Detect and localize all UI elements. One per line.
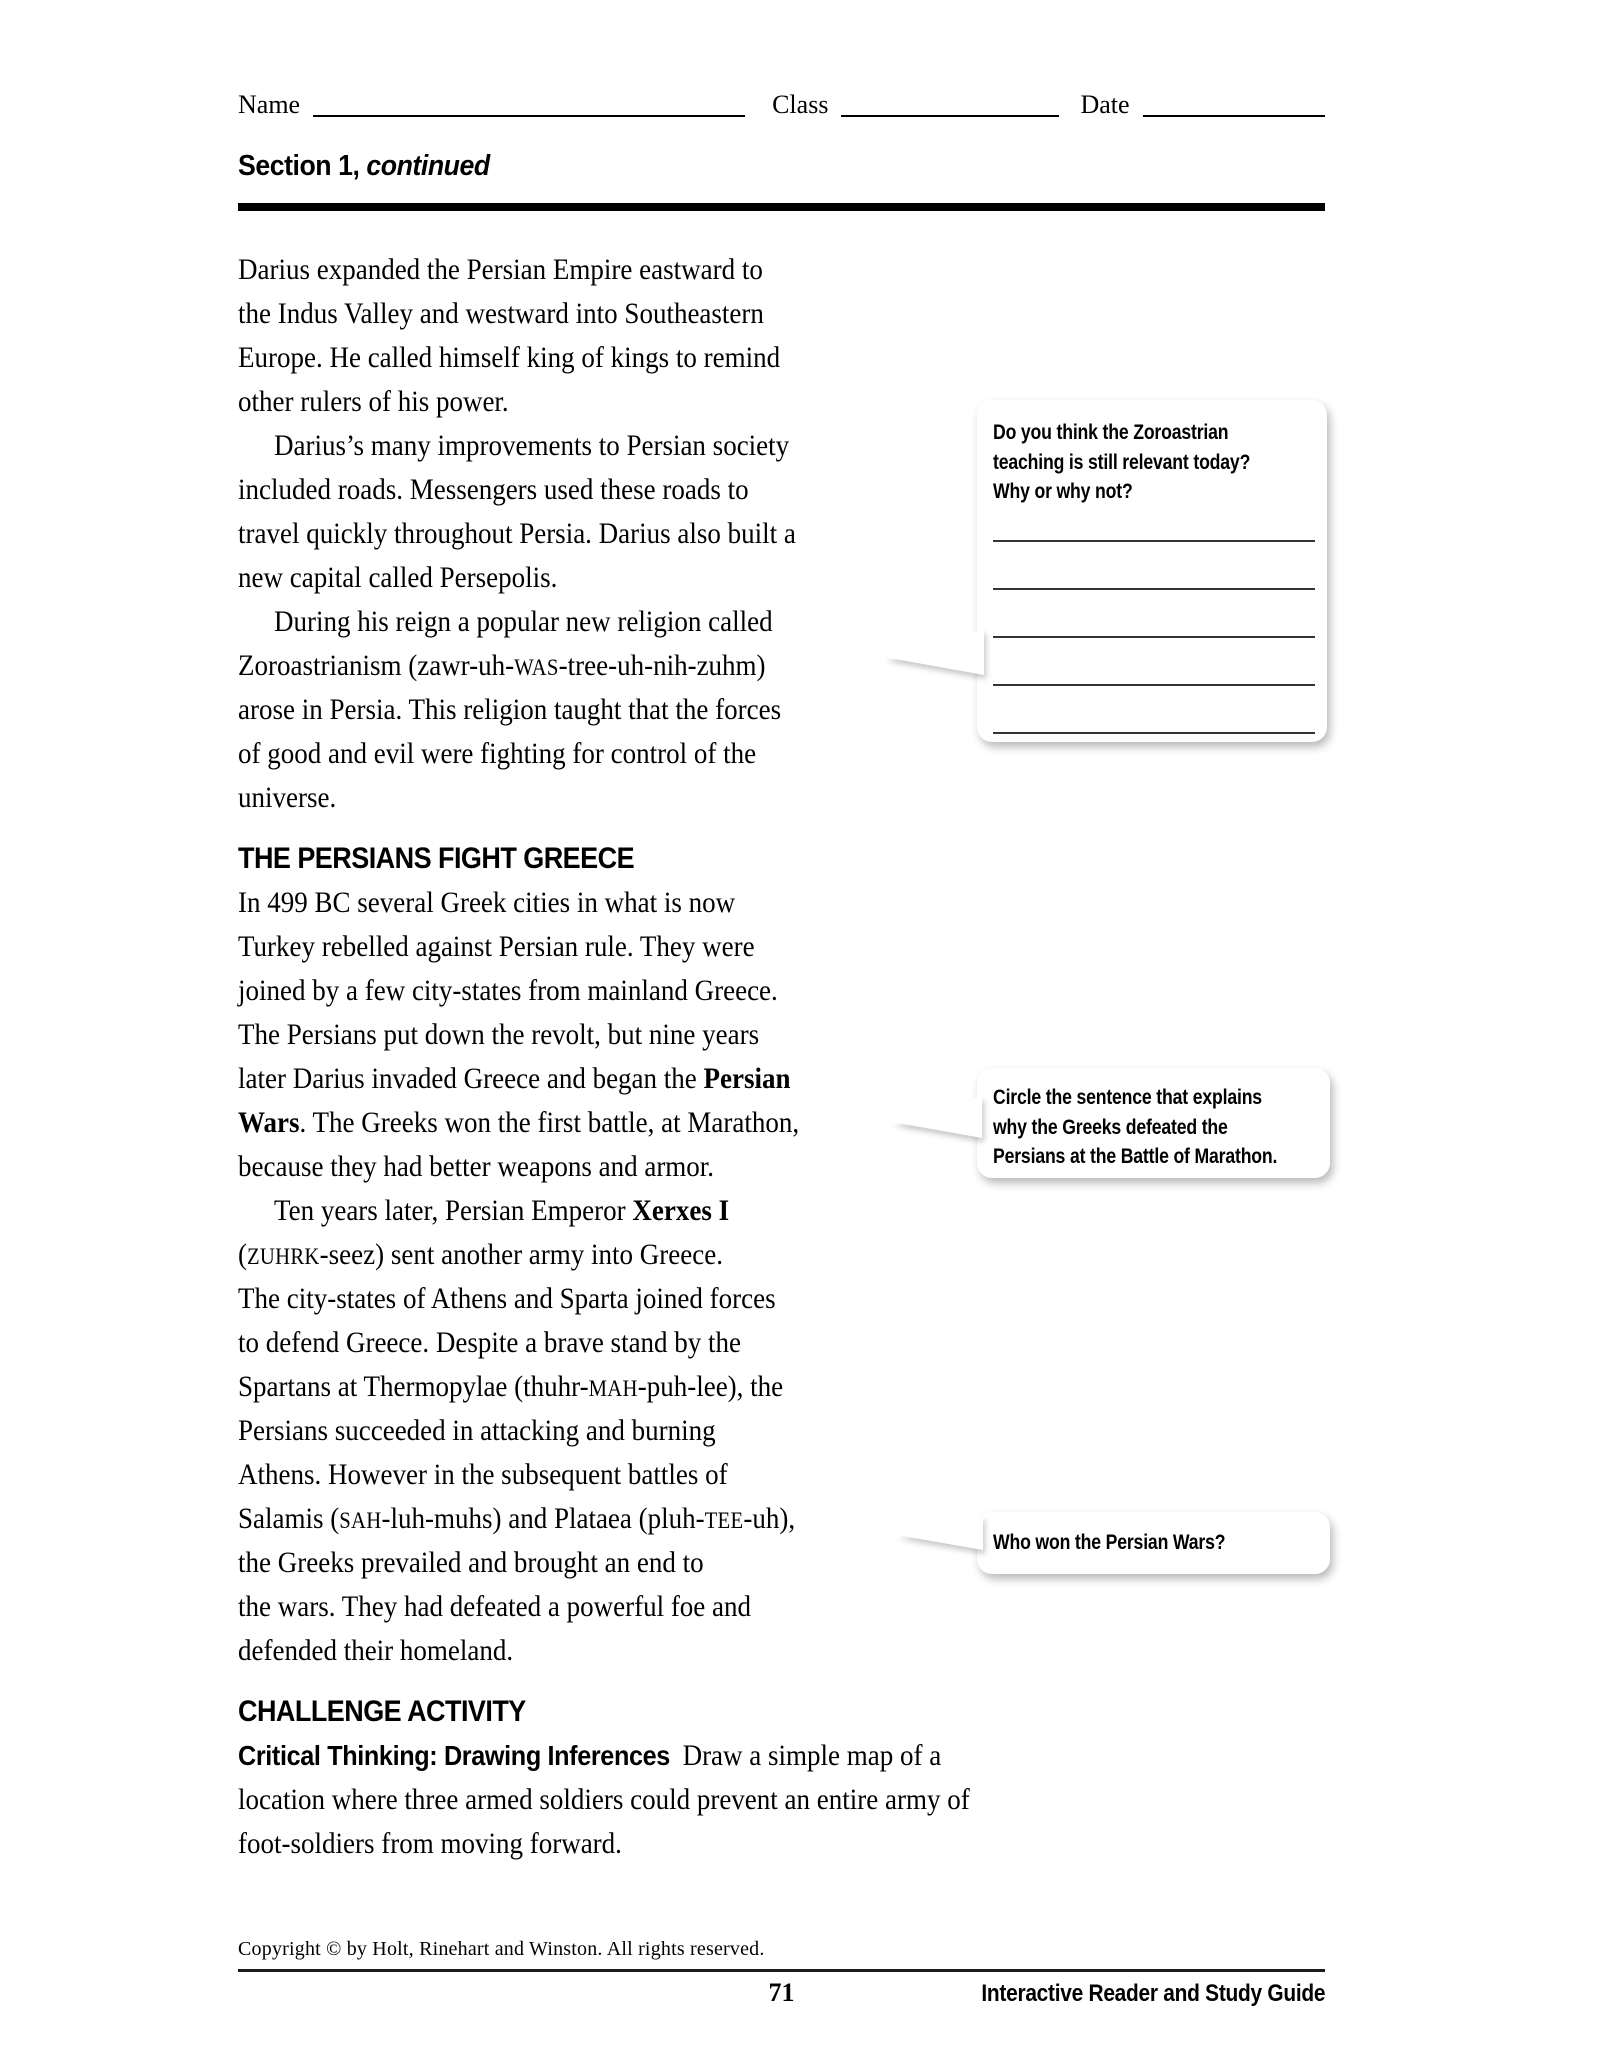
callout-tail <box>884 627 984 679</box>
answer-blank-line[interactable] <box>993 686 1315 734</box>
answer-blank-line[interactable] <box>993 638 1315 686</box>
text-line: because they had better weapons and armor. <box>238 1150 715 1183</box>
callout-tail <box>892 1094 982 1144</box>
text-line: The Persians put down the revolt, but nine years <box>238 1018 760 1051</box>
fill-in-header <box>238 84 1325 120</box>
answer-lines <box>993 494 1315 734</box>
text-line: the Greeks prevailed and brought an end to <box>238 1546 704 1579</box>
section-heading: CHALLENGE ACTIVITY <box>238 1695 526 1728</box>
text-line: arose in Persia. This religion taught that the forces <box>238 693 782 726</box>
callout-tail <box>897 1514 983 1556</box>
section-title-continued: continued <box>366 150 490 182</box>
text-line: Persians succeeded in attacking and burning <box>238 1414 716 1447</box>
paragraph <box>238 1734 970 1866</box>
text-line: included roads. Messengers used these roads to <box>238 473 749 506</box>
callout-text-line: Persians at the Battle of Marathon. <box>993 1145 1278 1168</box>
text-line: universe. <box>238 781 337 814</box>
book-title: Interactive Reader and Study Guide <box>981 1980 1325 2007</box>
text-line: Zoroastrianism (zawr-uh-WAS-tree-uh-nih-zuhm) <box>238 649 766 682</box>
text-line: new capital called Persepolis. <box>238 561 558 594</box>
text-line: to defend Greece. Despite a brave stand by the <box>238 1326 742 1359</box>
callout-text-line: teaching is still relevant today? <box>993 450 1251 474</box>
text-line: location where three armed soldiers could prevent an entire army of <box>238 1783 970 1816</box>
text-line: the Indus Valley and westward into Southeastern <box>238 297 764 330</box>
text-line: joined by a few city-states from mainland Greece. <box>238 974 778 1007</box>
section-title <box>238 150 490 183</box>
text-line: later Darius invaded Greece and began the Persian <box>238 1062 791 1095</box>
callout-marathon-circle-prompt <box>977 1068 1330 1178</box>
text-line: Wars. The Greeks won the first battle, at Marathon, <box>238 1106 800 1139</box>
text-line: Ten years later, Persian Emperor Xerxes I <box>274 1194 730 1227</box>
text-line: The city-states of Athens and Sparta joined forces <box>238 1282 776 1315</box>
answer-blank-line[interactable] <box>993 590 1315 638</box>
answer-blank-line[interactable] <box>993 542 1315 590</box>
answer-blank-line[interactable] <box>993 494 1315 542</box>
paragraph <box>238 248 922 424</box>
text-line: Darius’s many improvements to Persian society <box>274 429 790 462</box>
text-line: During his reign a popular new religion called <box>274 605 773 638</box>
text-line: of good and evil were fighting for control of the <box>238 737 757 770</box>
text-line: Salamis (SAH-luh-muhs) and Plataea (pluh-TEE-uh), <box>238 1502 796 1535</box>
text-line: Athens. However in the subsequent battles of <box>238 1458 728 1491</box>
callout-text-line: Who won the Persian Wars? <box>993 1531 1226 1554</box>
section-divider-rule <box>238 203 1325 211</box>
section-heading: THE PERSIANS FIGHT GREECE <box>238 842 635 875</box>
callout-zoroastrian-question <box>977 400 1327 742</box>
text-line: (ZUHRK-seez) sent another army into Greece. <box>238 1238 723 1271</box>
paragraph <box>238 881 922 1189</box>
class-label: Class <box>772 90 829 119</box>
copyright-notice: Copyright © by Holt, Rinehart and Winston. All rights reserved. <box>238 1938 765 1960</box>
footer-rule <box>238 1969 1325 1972</box>
text-line: other rulers of his power. <box>238 385 509 418</box>
text-line: Turkey rebelled against Persian rule. They were <box>238 930 755 963</box>
body-text-column <box>238 248 970 1866</box>
text-line: travel quickly throughout Persia. Darius also built a <box>238 517 796 550</box>
text-line: the wars. They had defeated a powerful foe and <box>238 1590 752 1623</box>
date-blank-line[interactable] <box>1143 85 1325 117</box>
page-number: 71 <box>768 1978 795 2007</box>
text-line: defended their homeland. <box>238 1634 514 1667</box>
class-blank-line[interactable] <box>841 85 1059 117</box>
callout-text-line: Circle the sentence that explains <box>993 1086 1262 1109</box>
callout-text-line: Do you think the Zoroastrian <box>993 421 1229 444</box>
callout-text-line: why the Greeks defeated the <box>993 1115 1228 1139</box>
text-line: Critical Thinking: Drawing Inferences Draw a simple map of a <box>238 1739 942 1772</box>
name-label: Name <box>238 90 301 119</box>
text-line: Europe. He called himself king of kings to remind <box>238 341 781 374</box>
section-title-prefix: Section 1, <box>238 150 367 182</box>
text-line: foot-soldiers from moving forward. <box>238 1827 622 1860</box>
text-line: In 499 BC several Greek cities in what is now <box>238 886 736 919</box>
date-label: Date <box>1080 90 1130 119</box>
paragraph <box>238 424 922 600</box>
text-line: Darius expanded the Persian Empire eastward to <box>238 253 763 286</box>
text-line: Spartans at Thermopylae (thuhr-MAH-puh-lee), the <box>238 1370 784 1403</box>
name-blank-line[interactable] <box>313 85 745 117</box>
paragraph <box>238 600 922 820</box>
paragraph <box>238 1189 922 1673</box>
callout-text-line: Why or why not? <box>993 480 1133 503</box>
callout-persian-wars-question <box>977 1512 1330 1574</box>
